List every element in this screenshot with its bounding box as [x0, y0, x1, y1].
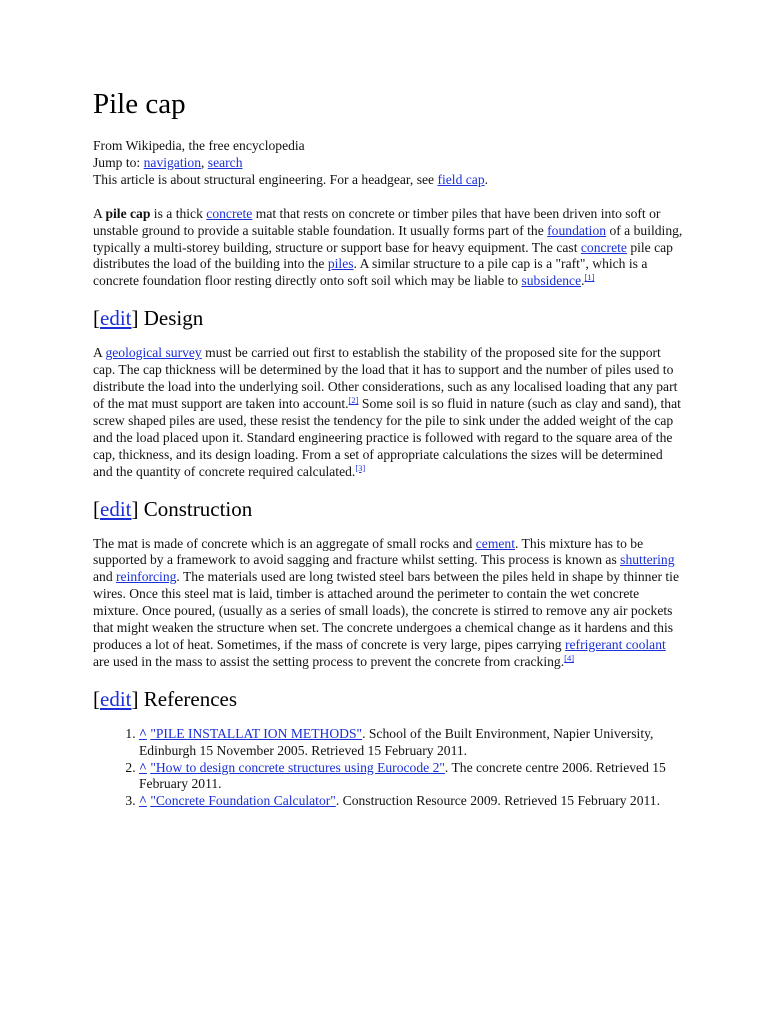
concrete-link-2[interactable]: concrete: [580, 239, 627, 255]
concrete-link[interactable]: concrete: [206, 205, 253, 221]
subsidence-link[interactable]: subsidence: [521, 273, 582, 289]
backlink-caret[interactable]: ^: [139, 725, 147, 741]
section-title: References: [143, 686, 238, 711]
reinforcing-link[interactable]: reinforcing: [116, 569, 177, 585]
text: of a building, typically a multi-storey building, structure or support base for heavy equipment. The cast: [93, 222, 683, 255]
reference-text: . School of the Built Environment, Napier University, Edinburgh 15 November 2005. Retrieved 15 February 2011.: [139, 725, 654, 758]
reference-item: [139, 726, 683, 760]
references-list: [93, 726, 683, 811]
text: .: [581, 273, 585, 289]
refrigerant-coolant-link[interactable]: refrigerant coolant: [565, 636, 666, 652]
text: mat that rests on concrete or timber piles that have been driven into soft or unstable ground to provide a suitable stable foundation. It usually forms part of the: [93, 205, 661, 238]
jump-label: Jump to:: [93, 154, 144, 170]
reference-item: [139, 793, 683, 810]
cement-link[interactable]: cement: [475, 535, 515, 551]
piles-link[interactable]: piles: [327, 256, 354, 272]
ref-3-link[interactable]: [3]: [355, 462, 366, 473]
section-heading-construction: [edit] Construction: [93, 496, 253, 521]
ref-4-link[interactable]: [4]: [564, 652, 575, 663]
text: Some soil is so fluid in nature (such as clay and sand), that screw shaped piles are used, these resist the tendency for the pile to sink under the added weight of the cap and the load placed upon it. Standard engineering practice is followed with regard to the square area of the cap, thickness, and its design loading. From a set of appropriate calculations the sizes will be determined and the quantity of concrete required calculated.: [93, 395, 681, 479]
section-heading-references: [edit] References: [93, 686, 238, 711]
edit-construction-link[interactable]: edit: [100, 496, 132, 521]
text: must be carried out first to establish the stability of the proposed site for the support cap. The cap thickness will be determined by the load that it has to support and the number of piles used to distribute the load into the underlying soil. Other considerations, such as any localised loading that any part of the mat must support are taken into account.: [93, 345, 678, 411]
reference-item: [139, 760, 683, 794]
jump-links: [93, 155, 683, 172]
jump-navigation-link[interactable]: navigation: [143, 154, 201, 170]
hatnote-end: .: [484, 171, 489, 187]
ref-1-link[interactable]: [1]: [584, 272, 595, 283]
page-title: Pile cap: [93, 88, 186, 120]
jump-search-link[interactable]: search: [207, 154, 243, 170]
field-cap-link[interactable]: field cap: [437, 171, 485, 187]
reference-text: . The concrete centre 2006. Retrieved 15 February 2011.: [139, 759, 666, 792]
intro-paragraph: [93, 206, 683, 291]
backlink-caret[interactable]: ^: [139, 793, 147, 809]
text: A: [93, 205, 106, 221]
text: . A similar structure to a pile cap is a "raft", which is a concrete foundation floor resting directly onto soft soil which may be liable to: [93, 256, 648, 289]
edit-references-link[interactable]: edit: [100, 686, 132, 711]
text: pile cap distributes the load of the building into the: [93, 239, 673, 272]
jump-separator: ,: [201, 154, 208, 170]
foundation-link[interactable]: foundation: [547, 222, 607, 238]
text: is a thick: [150, 205, 207, 221]
text: A: [93, 345, 106, 361]
ref-2-link[interactable]: [2]: [348, 394, 359, 405]
article-meta: [93, 138, 683, 189]
construction-paragraph: [93, 536, 683, 671]
shuttering-link[interactable]: shuttering: [620, 552, 675, 568]
section-title: Construction: [143, 496, 253, 521]
backlink-caret[interactable]: ^: [139, 759, 147, 775]
hatnote: [93, 172, 683, 189]
reference-link[interactable]: "How to design concrete structures using Eurocode 2": [150, 759, 445, 775]
section-heading-design: [edit] Design: [93, 306, 204, 331]
reference-link[interactable]: "Concrete Foundation Calculator": [150, 793, 336, 809]
geological-survey-link[interactable]: geological survey: [105, 345, 202, 361]
edit-design-link[interactable]: edit: [100, 306, 132, 331]
tagline: From Wikipedia, the free encyclopedia: [93, 138, 305, 153]
text: and: [93, 569, 117, 585]
section-title: Design: [143, 306, 204, 331]
text: . This mixture has to be supported by a framework to avoid sagging and fracture whilst setting. This process is known as: [93, 535, 644, 568]
text: . The materials used are long twisted steel bars between the piles held in shape by thinner tie wires. Once this steel mat is laid, timber is attached around the perimeter to contain the wet concrete mixture. Once poured, (usually as a series of small loads), the concrete is stirred to remove any air pockets that might weaken the structure when set. The concrete undergoes a chemical change as it hardens and this produces a lot of heat. Sometimes, if the mass of concrete is very large, pipes carrying: [93, 569, 679, 652]
bold-term: pile cap: [105, 205, 151, 221]
text: The mat is made of concrete which is an aggregate of small rocks and: [93, 535, 476, 551]
design-paragraph: [93, 345, 683, 480]
hatnote-text: This article is about structural engineering. For a headgear, see: [93, 171, 438, 187]
reference-text: . Construction Resource 2009. Retrieved 15 February 2011.: [335, 793, 661, 809]
reference-link[interactable]: "PILE INSTALLAT ION METHODS": [150, 725, 363, 741]
article: [93, 88, 683, 810]
text: are used in the mass to assist the setting process to prevent the concrete from cracking.: [93, 653, 565, 669]
